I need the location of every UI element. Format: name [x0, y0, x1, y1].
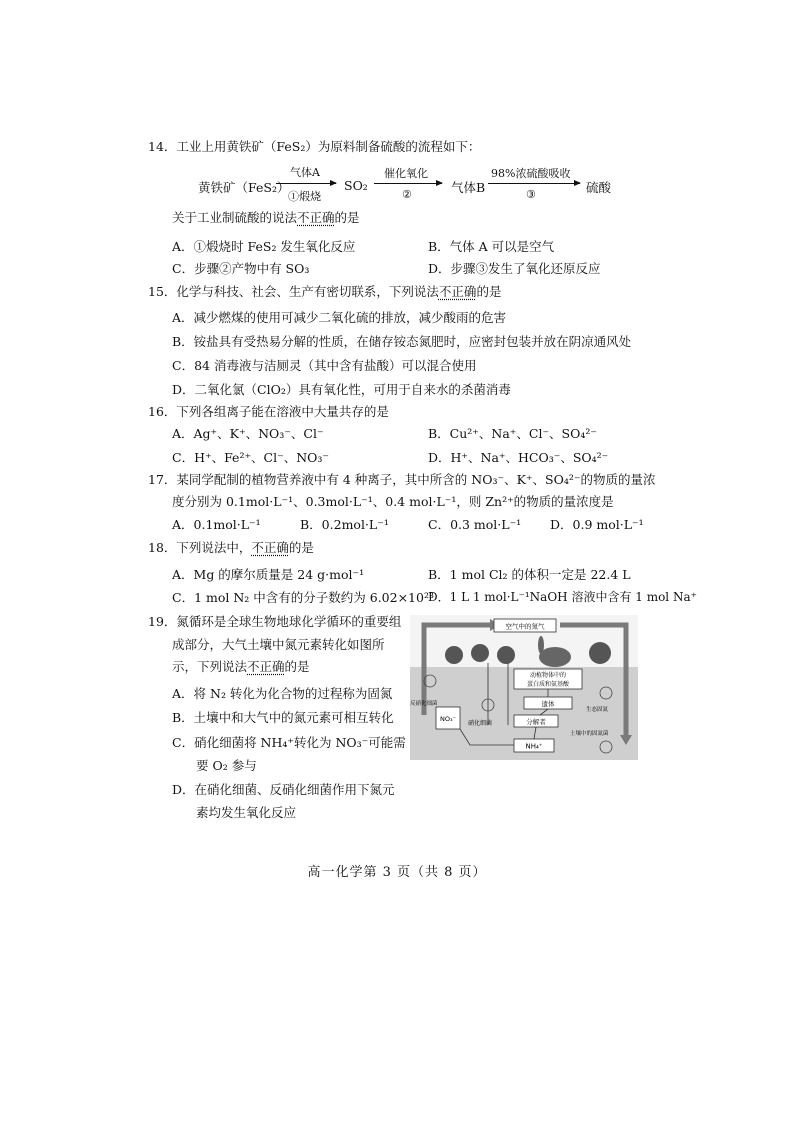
flow-arrow-3: [488, 183, 580, 184]
nitrify-label: 硝化细菌: [468, 720, 493, 727]
q16-option-c: C．H⁺、Fe²⁺、Cl⁻、NO₃⁻: [172, 450, 330, 465]
denitrify-label: 反硝化细菌: [410, 701, 438, 707]
q15-stem-pre: 15．化学与科技、社会、生产有密切联系，下列说法: [148, 284, 439, 299]
q19-option-c2: 要 O₂ 参与: [196, 758, 257, 773]
flow-a3-bottom: ③: [526, 188, 536, 201]
q19-option-a: A．将 N₂ 转化为化合物的过程称为固氮: [172, 686, 393, 701]
q14-option-a: A．①煅烧时 FeS₂ 发生氧化反应: [172, 239, 356, 254]
q19-line3-post: 的是: [284, 659, 310, 674]
q15-stem: [148, 282, 501, 300]
q19-line3: [172, 657, 310, 675]
q16-stem: 16．下列各组离子能在溶液中大量共存的是: [148, 404, 389, 419]
q18-stem-pre: 18．下列说法中，: [148, 540, 252, 555]
q14-prompt-pre: 关于工业制硫酸的说法: [172, 210, 298, 225]
no3-label: NO₃⁻: [439, 715, 457, 723]
q14-stem: 14．工业上用黄铁矿（FeS₂）为原料制备硫酸的流程如下：: [148, 139, 481, 154]
q17-option-a: A．0.1mol·L⁻¹: [172, 517, 261, 532]
bio-fix-label: 生态固氮: [586, 707, 609, 713]
q19-option-b: B．土壤中和大气中的氮元素可相互转化: [172, 710, 394, 725]
soil-fix-label: 土壤中的固氮菌: [570, 731, 609, 737]
nitrogen-cycle-diagram: [410, 615, 638, 760]
flow-arrow-2: [374, 183, 442, 184]
q15-option-a: A．减少燃煤的使用可减少二氧化硫的排放，减少酸雨的危害: [172, 310, 507, 325]
q15-stem-post: 的是: [476, 284, 502, 299]
q19-line1: 19．氮循环是全球生物地球化学循环的重要组: [148, 614, 402, 629]
q18-option-b: B．1 mol Cl₂ 的体积一定是 22.4 L: [428, 567, 631, 582]
q19-option-d1: D．在硝化细菌、反硝化细菌作用下氮元: [172, 782, 395, 797]
rabbit-icon: [539, 647, 571, 667]
q17-option-d: D．0.9 mol·L⁻¹: [550, 517, 644, 532]
q16-option-d: D．H⁺、Na⁺、HCO₃⁻、SO₄²⁻: [428, 450, 609, 465]
protein-label-2: 蛋白质和氨基酸: [526, 681, 570, 688]
q14-prompt-emph: 不正确: [297, 210, 335, 225]
q19-line2: 成部分，大气土壤中氮元素转化如图所: [172, 637, 385, 652]
q19-line3-emph: 不正确: [247, 659, 285, 674]
flow-a2-bottom: ②: [402, 188, 412, 201]
q14-prompt-post: 的是: [334, 210, 360, 225]
q18-stem-post: 的是: [288, 540, 314, 555]
q15-option-b: B．铵盐具有受热易分解的性质，在储存铵态氮肥时，应密封包装并放在阴凉通风处: [172, 334, 632, 349]
q18-option-d: D．1 L 1 mol·L⁻¹NaOH 溶液中含有 1 mol Na⁺: [428, 590, 697, 604]
q15-option-c: C．84 消毒液与洁厕灵（其中含有盐酸）可以混合使用: [172, 358, 477, 373]
flow-a1-bottom: ①煅烧: [288, 190, 321, 203]
q15-stem-emph: 不正确: [438, 284, 477, 299]
q19-line3-pre: 示，下列说法: [172, 659, 248, 674]
q14-option-b: B．气体 A 可以是空气: [428, 239, 555, 254]
flow-start: 黄铁矿（FeS₂）: [198, 180, 290, 195]
q14-option-d: D．步骤③发生了氧化还原反应: [428, 261, 601, 276]
q18-option-a: A．Mg 的摩尔质量是 24 g·mol⁻¹: [172, 567, 365, 582]
q18-option-c: C．1 mol N₂ 中含有的分子数约为 6.02×10²³: [172, 590, 434, 605]
rabbit-ear-icon: [538, 636, 544, 654]
air-nitrogen-label: 空气中的氮气: [505, 622, 545, 631]
q17-option-b: B．0.2mol·L⁻¹: [300, 517, 389, 532]
q16-option-b: B．Cu²⁺、Na⁺、Cl⁻、SO₄²⁻: [428, 426, 597, 441]
flow-n1: SO₂: [344, 178, 368, 193]
q19-option-c1: C．硝化细菌将 NH₄⁺转化为 NO₃⁻可能需: [172, 735, 406, 750]
q18-stem: [148, 538, 314, 556]
flow-a1-top: 气体A: [290, 166, 320, 179]
q15-option-d: D．二氧化氯（ClO₂）具有氧化性，可用于自来水的杀菌消毒: [172, 382, 511, 397]
q17-line1: 17．某同学配制的植物营养液中有 4 种离子，其中所含的 NO₃⁻、K⁺、SO₄²⁻的物质的量浓: [148, 472, 656, 487]
q18-stem-emph: 不正确: [251, 540, 289, 555]
nh4-label: NH₄⁺: [525, 742, 543, 751]
q16-option-a: A．Ag⁺、K⁺、NO₃⁻、Cl⁻: [172, 426, 324, 441]
page-footer: 高一化学第 3 页（共 8 页）: [307, 865, 487, 880]
decomposer-label: 分解者: [526, 718, 546, 726]
q14-option-c: C．步骤②产物中有 SO₃: [172, 261, 310, 276]
flow-n2: 气体B: [451, 180, 486, 195]
flow-a2-top: 催化氧化: [384, 167, 428, 180]
q19-option-d2: 素均发生氧化反应: [196, 805, 297, 820]
flow-a3-top: 98%浓硫酸吸收: [491, 167, 571, 180]
q14-prompt: [172, 208, 360, 226]
q17-option-c: C．0.3 mol·L⁻¹: [428, 517, 522, 532]
flow-arrow-1: [276, 183, 336, 184]
protein-label-1: 动植物体中的: [529, 672, 567, 679]
flow-end: 硫酸: [586, 180, 612, 195]
q17-line2: 度分别为 0.1mol·L⁻¹、0.3mol·L⁻¹、0.4 mol·L⁻¹，则 Zn²⁺的物质的量浓度是: [172, 494, 614, 509]
remains-label: 遗体: [541, 700, 555, 708]
